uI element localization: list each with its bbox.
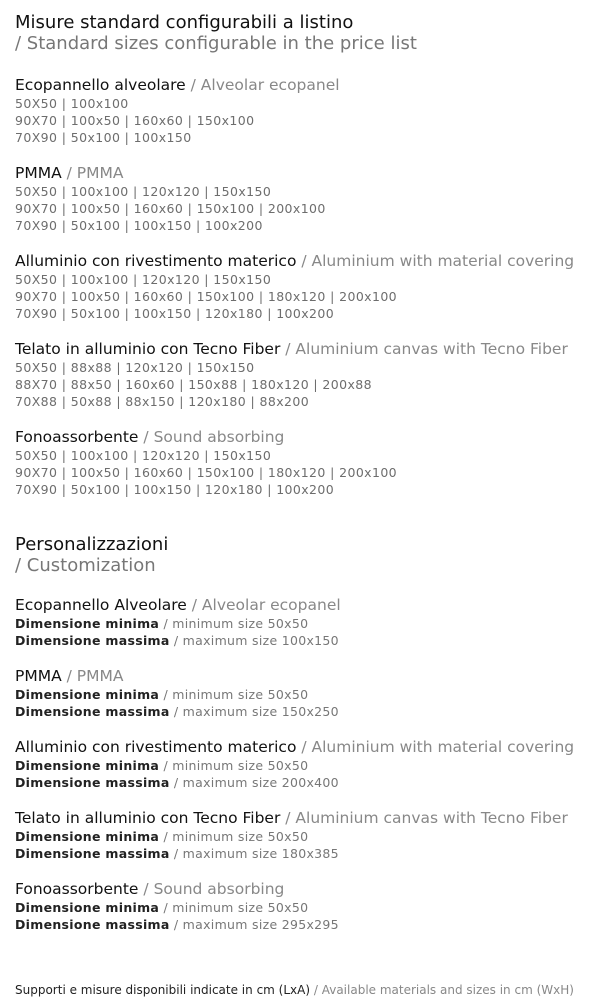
size-line: 90X70 | 100x50 | 160x60 | 150x100 | 180x120 | 200x100 — [15, 289, 398, 304]
customization-item — [15, 667, 595, 720]
material-name-it: Alluminio con rivestimento materico — [15, 738, 297, 756]
footer-text-it: Supporti e misure disponibili indicate in cm (LxA) — [15, 983, 311, 997]
material-title — [15, 340, 595, 359]
size-line: 90X70 | 100x50 | 160x60 | 150x100 — [15, 113, 255, 128]
dimension-label-it: Dimensione massima — [15, 775, 170, 790]
size-line: 50X50 | 100x100 | 120x120 | 150x150 — [15, 448, 272, 463]
dimension-value-en: / maximum size 200x400 — [173, 775, 339, 790]
customization-item — [15, 738, 595, 791]
standard-sizes-heading — [15, 12, 595, 54]
material-title — [15, 428, 595, 447]
standard-item — [15, 76, 595, 146]
material-name-it: Ecopannello Alveolare — [15, 596, 187, 614]
maximum-size-line — [15, 774, 595, 791]
material-title — [15, 164, 595, 183]
size-line: 50X50 | 100x100 — [15, 96, 129, 111]
material-name-it: Telato in alluminio con Tecno Fiber — [15, 340, 281, 358]
minimum-size-line — [15, 757, 595, 774]
dimension-label-it: Dimensione minima — [15, 900, 160, 915]
maximum-size-line — [15, 703, 595, 720]
dimension-label-it: Dimensione massima — [15, 704, 170, 719]
standard-item — [15, 164, 595, 234]
material-name-en: / Aluminium with material covering — [301, 252, 575, 270]
size-line: 90X70 | 100x50 | 160x60 | 150x100 | 200x100 — [15, 201, 326, 216]
material-name-it: Alluminio con rivestimento materico — [15, 252, 297, 270]
material-name-en: / PMMA — [66, 667, 124, 685]
customization-item — [15, 880, 595, 933]
dimension-label-it: Dimensione minima — [15, 758, 160, 773]
size-line: 50X50 | 100x100 | 120x120 | 150x150 — [15, 184, 272, 199]
material-name-it: Telato in alluminio con Tecno Fiber — [15, 809, 281, 827]
maximum-size-line — [15, 632, 595, 649]
material-name-it: PMMA — [15, 667, 62, 685]
size-line: 70X90 | 50x100 | 100x150 | 120x180 | 100x200 — [15, 482, 335, 497]
material-title — [15, 738, 595, 757]
size-line: 50X50 | 88x88 | 120x120 | 150x150 — [15, 360, 255, 375]
customization-item — [15, 809, 595, 862]
customization-list — [15, 596, 595, 933]
material-name-it: Fonoassorbente — [15, 880, 139, 898]
material-title — [15, 809, 595, 828]
material-name-it: Ecopannello alveolare — [15, 76, 186, 94]
standard-sizes-list — [15, 76, 595, 498]
dimension-value-en: / maximum size 295x295 — [173, 917, 339, 932]
dimension-label-it: Dimensione minima — [15, 829, 160, 844]
minimum-size-line — [15, 828, 595, 845]
material-name-it: PMMA — [15, 164, 62, 182]
dimension-value-en: / maximum size 100x150 — [173, 633, 339, 648]
customization-title-en: / Customization — [15, 555, 156, 576]
standard-title-it: Misure standard configurabili a listino — [15, 12, 354, 33]
dimension-value-en: / minimum size 50x50 — [163, 758, 309, 773]
dimension-label-it: Dimensione massima — [15, 633, 170, 648]
size-line: 70X90 | 50x100 | 100x150 — [15, 130, 192, 145]
dimension-value-en: / minimum size 50x50 — [163, 900, 309, 915]
material-name-en: / Sound absorbing — [143, 880, 285, 898]
page — [15, 12, 595, 951]
material-name-en: / Sound absorbing — [143, 428, 285, 446]
material-name-en: / Alveolar ecopanel — [190, 76, 340, 94]
dimension-value-en: / maximum size 180x385 — [173, 846, 339, 861]
size-line: 50X50 | 100x100 | 120x120 | 150x150 — [15, 272, 272, 287]
maximum-size-line — [15, 916, 595, 933]
material-title — [15, 252, 595, 271]
minimum-size-line — [15, 899, 595, 916]
standard-item — [15, 252, 595, 322]
size-line: 70X90 | 50x100 | 100x150 | 100x200 — [15, 218, 263, 233]
customization-heading — [15, 534, 595, 576]
minimum-size-line — [15, 686, 595, 703]
dimension-value-en: / minimum size 50x50 — [163, 829, 309, 844]
size-line: 70X88 | 50x88 | 88x150 | 120x180 | 88x200 — [15, 394, 310, 409]
minimum-size-line — [15, 615, 595, 632]
standard-item — [15, 340, 595, 410]
dimension-label-it: Dimensione massima — [15, 917, 170, 932]
dimension-value-en: / minimum size 50x50 — [163, 687, 309, 702]
material-name-en: / Aluminium canvas with Tecno Fiber — [285, 340, 568, 358]
dimension-value-en: / minimum size 50x50 — [163, 616, 309, 631]
dimension-label-it: Dimensione minima — [15, 687, 160, 702]
material-title — [15, 76, 595, 95]
dimension-value-en: / maximum size 150x250 — [173, 704, 339, 719]
standard-item — [15, 428, 595, 498]
size-line: 90X70 | 100x50 | 160x60 | 150x100 | 180x120 | 200x100 — [15, 465, 398, 480]
material-title — [15, 880, 595, 899]
material-name-en: / PMMA — [66, 164, 124, 182]
material-title — [15, 667, 595, 686]
dimension-label-it: Dimensione massima — [15, 846, 170, 861]
material-title — [15, 596, 595, 615]
dimension-label-it: Dimensione minima — [15, 616, 160, 631]
customization-section — [15, 534, 595, 933]
material-name-en: / Aluminium with material covering — [301, 738, 575, 756]
material-name-en: / Alveolar ecopanel — [191, 596, 341, 614]
customization-title-it: Personalizzazioni — [15, 534, 169, 555]
material-name-it: Fonoassorbente — [15, 428, 139, 446]
size-line: 70X90 | 50x100 | 100x150 | 120x180 | 100x200 — [15, 306, 335, 321]
maximum-size-line — [15, 845, 595, 862]
material-name-en: / Aluminium canvas with Tecno Fiber — [285, 809, 568, 827]
customization-item — [15, 596, 595, 649]
footer-text-en: / Available materials and sizes in cm (WxH) — [313, 983, 574, 997]
standard-title-en: / Standard sizes configurable in the price list — [15, 33, 417, 54]
size-line: 88X70 | 88x50 | 160x60 | 150x88 | 180x120 | 200x88 — [15, 377, 372, 392]
footer-note — [15, 982, 574, 998]
